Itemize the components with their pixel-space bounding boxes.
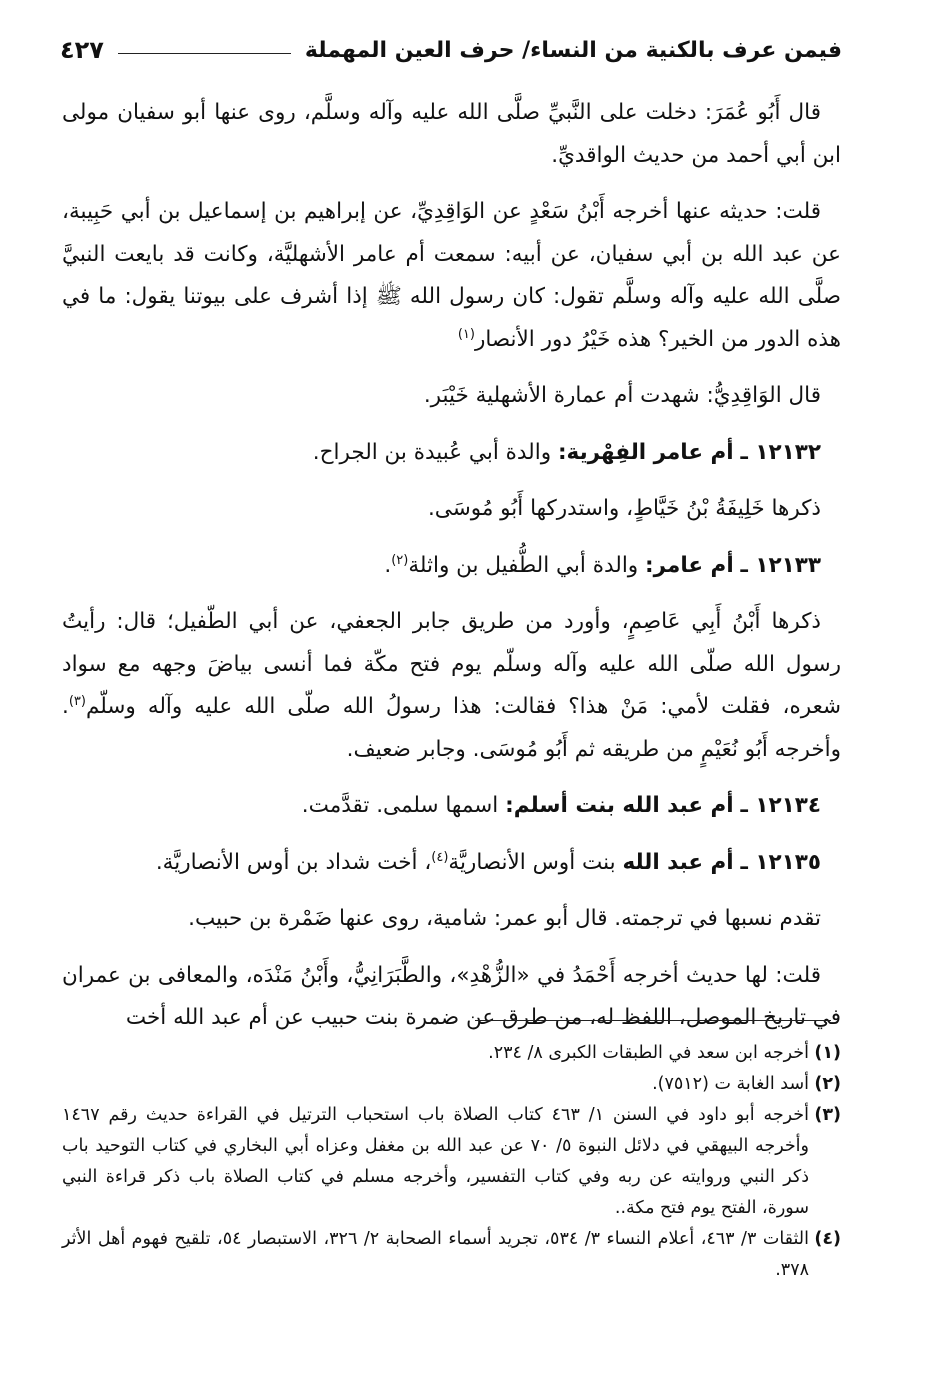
entry-name: أم عامر الفِهْرية: [557,439,734,465]
paragraph [62,92,841,177]
footnote-separator [475,1020,831,1021]
paragraph-text: قلت: حديثه عنها أخرجه أَبْنُ سَعْدٍ عن الوَاقِدِيِّ، عن إبراهيم بن إسماعيل بن أبي حَبِيبة، عن عبد الله بن أبي سفيان، عن أبيه: سمعت أم عامر الأشهليَّة، وكانت قد بايعت النبيَّ صلَّى الله عليه وآله وسلَّم تقول: كان رسول الله ﷺ إذا أشرف على بيوتنا يقول: ما في هذه الدور من الخير؟ هذه خَيْرُ دور الأنصار [62,199,841,352]
paragraph [62,601,841,771]
entry-text-after: ، أخت شداد بن أوس الأنصاريَّة. [155,849,432,875]
entry-heading [62,432,841,475]
footnote-marker: (٤) [814,1229,841,1249]
entry-name: أم عبد الله [622,849,734,875]
header-rule [118,53,291,54]
paragraph-text: قال أَبُو عُمَرَ: دخلت على النَّبيِّ صلَّى الله عليه وآله وسلَّم، روى عنها أبو سفيان مولى ابن أبي أحمد من حديث الواقديِّ. [62,100,841,168]
entry-heading [62,545,841,588]
footnote-marker: (١) [814,1043,841,1063]
footnote-ref: (٣) [68,693,86,709]
entry-number: ١٢١٣٤ ـ [740,793,821,818]
footnote [62,1100,841,1224]
entry-number: ١٢١٣٢ ـ [740,439,821,465]
paragraph [62,898,841,941]
entry-text-after: . [384,552,392,578]
paragraph-text: ذكرها خَلِيفَةُ بْنُ خَيَّاطٍ، واستدركها أَبُو مُوسَى. [427,496,821,521]
entry-heading [62,842,841,885]
paragraph-text: قلت: لها حديث أخرجه أَحْمَدُ في «الزُّهْدِ»، والطَّبَرَانِيُّ، وأَبْنُ مَنْدَه، والمعافى بن عمران في تاريخ الموصل، اللفظ له، من طرق عن ضمرة بنت حبيب عن أم عبد الله أخت [62,962,841,1030]
entry-name: أم عبد الله بنت أسلم: [505,793,734,818]
paragraph-text: قال الوَاقِدِيُّ: شهدت أم عمارة الأشهلية خَيْبَر. [423,383,821,408]
footnote-ref: (١) [457,326,475,342]
running-title: فيمن عرف بالكنية من النساء/ حرف العين المهملة [304,37,842,63]
entry-number: ١٢١٣٥ ـ [740,849,821,875]
paragraph-text-after: . وأخرجه أَبُو نُعَيْمٍ من طريقه ثم أَبُو مُوسَى. وجابر ضعيف. [62,694,841,762]
footnote [62,1224,841,1286]
entry-number: ١٢١٣٣ ـ [740,552,821,578]
entry-text: اسمها سلمى. تقدَّمت. [301,793,499,818]
footnote-text: أخرجه أبو داود في السنن ١/ ٤٦٣ كتاب الصلاة باب استحباب الترتيل في القراءة حديث رقم ١٤٦٧ وأخرجه البيهقي في دلائل النبوة ٥/ ٧٠ عن عبد الله بن مغفل وعزاه أبي البخاري في كتاب التوحيد باب ذكر النبي وروايته عن ربه وفي كتاب التفسير، وأخرجه مسلم في كتاب الصلاة باب ذكر قراءة النبي سورة، الفتح يوم فتح مكة.. [62,1105,809,1218]
footnote-text: أسد الغابة ت (٧٥١٢). [652,1074,809,1094]
entry-heading [62,785,841,828]
page-number: ٤٢٧ [60,36,104,64]
entry-text: بنت أوس الأنصاريَّة [448,849,616,875]
page-header [60,30,842,70]
footnotes [62,1038,841,1286]
entry-name: أم عامر: [645,552,734,578]
footnote-marker: (٣) [814,1105,841,1125]
paragraph [62,191,841,361]
footnote-text: الثقات ٣/ ٤٦٣، أعلام النساء ٣/ ٥٣٤، تجريد أسماء الصحابة ٢/ ٣٢٦، الاستبصار ٥٤، تلقيح فهوم أهل الأثر ٣٧٨. [62,1229,809,1280]
paragraph [62,955,841,1040]
entry-text: والدة أبي الطُّفيل بن واثلة [408,552,639,578]
paragraph-text: ذكرها أَبْنُ أَبِي عَاصِمٍ، وأورد من طريق جابر الجعفي، عن أبي الطّفيل؛ قال: رأيتُ رسول الله صلّى الله عليه وآله وسلّم يوم فتح مكّة فما أنسى بياضَ وجهه مع سواد شعره، فقلت لأمي: مَنْ هذا؟ فقالت: هذا رسولُ الله صلّى الله عليه وآله وسلّم [62,609,841,719]
paragraph-text: تقدم نسبها في ترجمته. قال أبو عمر: شامية، روى عنها ضَمْرة بن حبيب. [188,906,821,931]
paragraph [62,375,841,418]
footnote [62,1038,841,1069]
footnote-text: أخرجه ابن سعد في الطبقات الكبرى ٨/ ٢٣٤. [488,1043,809,1063]
entry-text: والدة أبي عُبيدة بن الجراح. [312,439,552,465]
main-text [62,92,841,1054]
footnote-ref: (٢) [391,552,409,568]
paragraph [62,488,841,531]
footnote-marker: (٢) [814,1074,841,1094]
footnote [62,1069,841,1100]
footnote-ref: (٤) [431,849,449,865]
